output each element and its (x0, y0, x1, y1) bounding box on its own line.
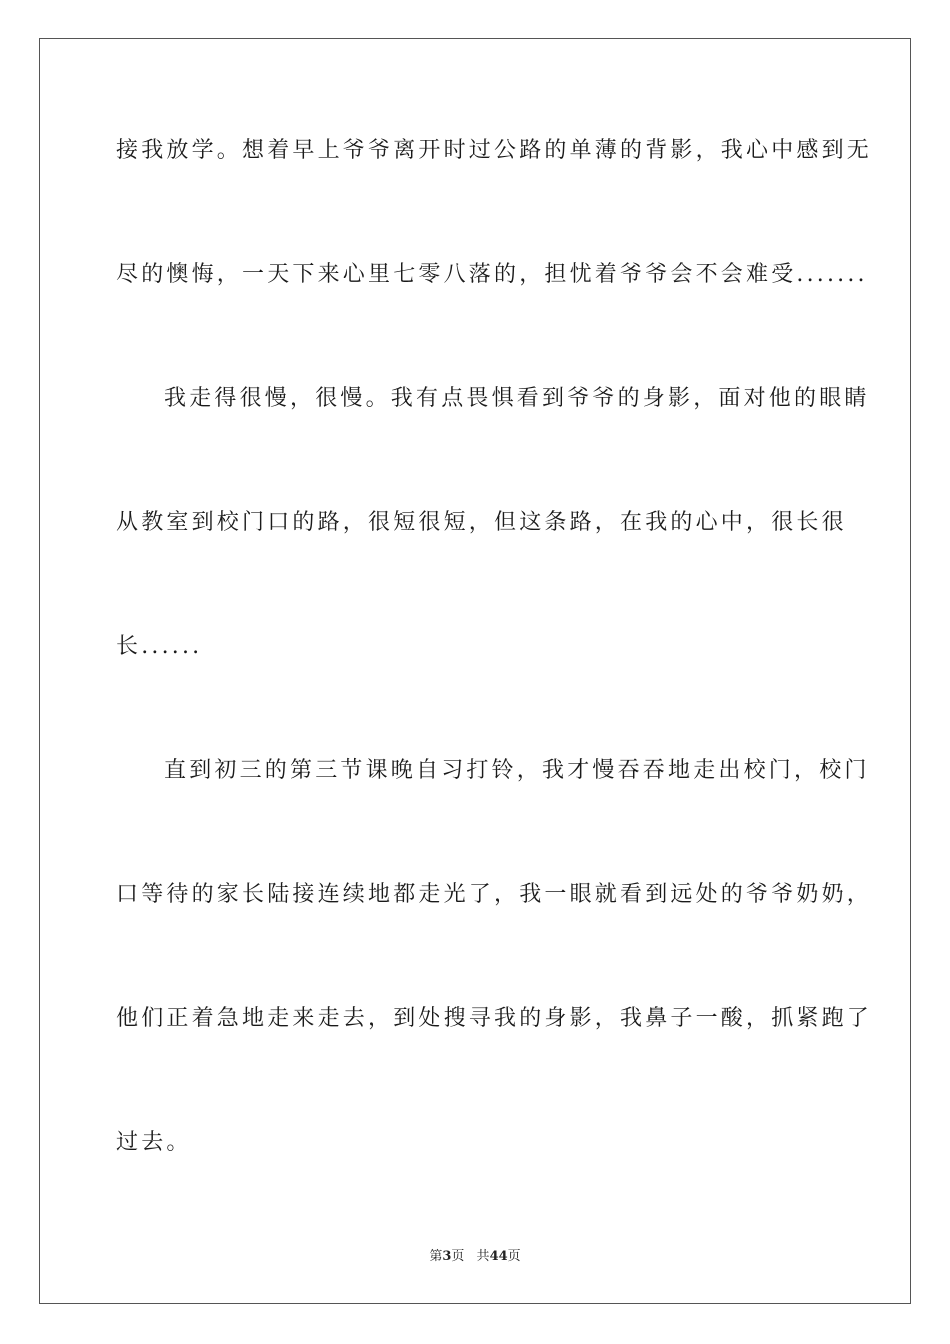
text-line-4: 从教室到校门口的路，很短很短，但这条路，在我的心中，很长很 (116, 510, 847, 535)
total-pages-indicator: 共44页 (476, 1249, 521, 1264)
text-line-7: 口等待的家长陆接连续地都走光了，我一眼就看到远处的爷爷奶奶， (116, 882, 873, 907)
text-line-9: 过去。 (116, 1130, 192, 1155)
text-line-2: 尽的懊悔，一天下来心里七零八落的，担忧着爷爷会不会难受....... (116, 262, 868, 287)
text-line-6: 直到初三的第三节课晚自习打铃，我才慢吞吞地走出校门，校门 (164, 758, 870, 783)
text-line-8: 他们正着急地走来走去，到处搜寻我的身影，我鼻子一酸，抓紧跑了 (116, 1006, 873, 1031)
page-footer (0, 1245, 950, 1264)
page-border (39, 38, 911, 1304)
text-line-5: 长...... (116, 634, 203, 659)
text-line-1: 接我放学。想着早上爷爷离开时过公路的单薄的背影，我心中感到无 (116, 138, 873, 163)
text-line-3: 我走得很慢，很慢。我有点畏惧看到爷爷的身影，面对他的眼睛 (164, 386, 870, 411)
page-indicator: 第3页 (429, 1249, 465, 1264)
